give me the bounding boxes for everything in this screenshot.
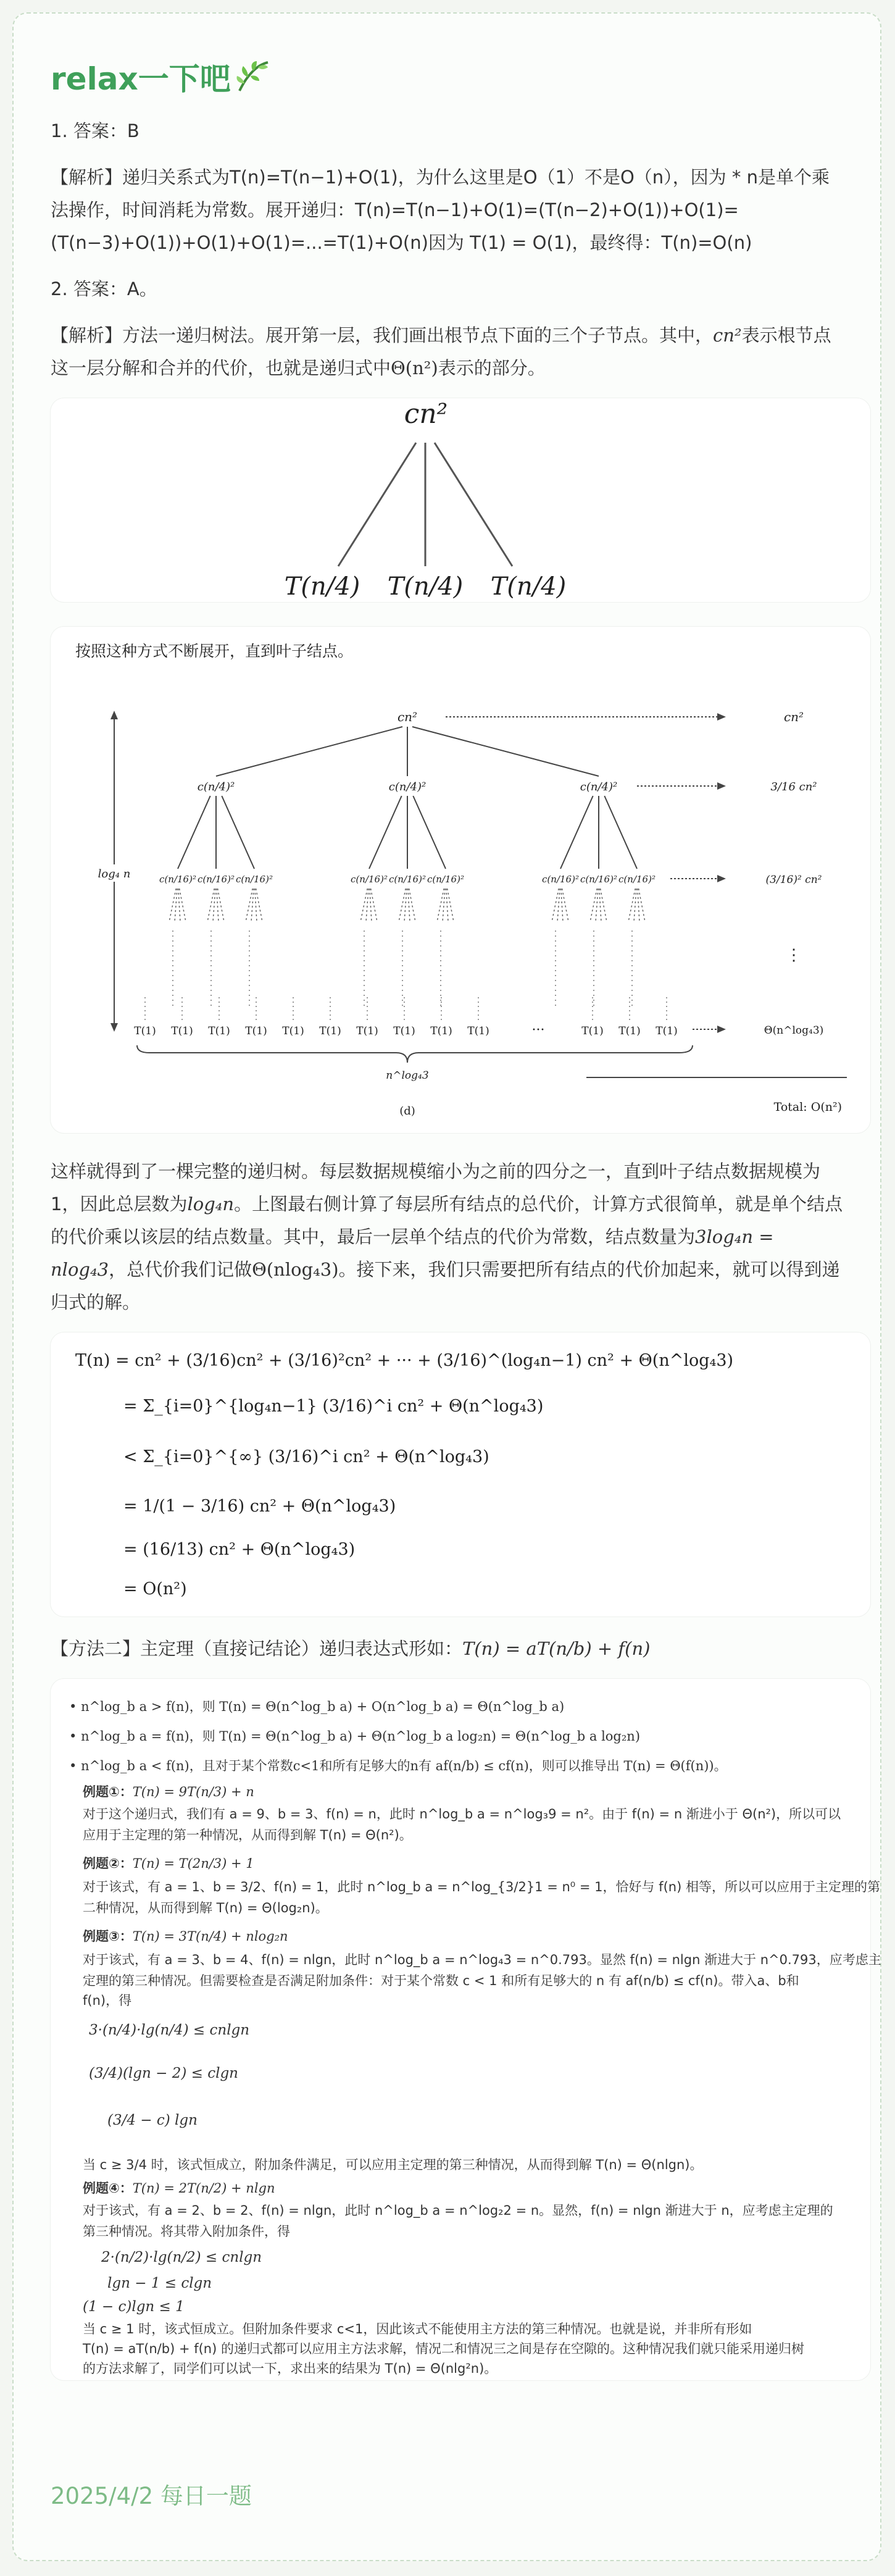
example-4-title	[83, 2179, 275, 2198]
example-3-text-3: f(n)，得	[83, 1993, 132, 2008]
tree1-child-3: T(n/4)	[490, 572, 567, 601]
explain-p3: ，总代价我们记做	[109, 1259, 252, 1280]
example-4-eq: T(n) = 2T(n/2) + nlgn	[132, 2181, 275, 2196]
recursion-tree-level1	[51, 398, 870, 602]
example-3-text-1: 对于该式，有 a = 3、b = 4、f(n) = nlgn，此时 n^log_b a = n^log₄3 = n^0.793。显然 f(n) = nlgn 渐进大于 n^0.793，应考虑主	[83, 1952, 881, 1967]
q1-answer: 1. 答案：B	[51, 120, 139, 141]
q1-analysis: 【解析】递归关系式为T(n)=T(n−1)+O(1)，为什么这里是O（1）不是O（n），因为 * n是单个乘法操作，时间消耗为常数。展开递归：T(n)=T(n−1)+O(1)=(T(n−2)+O(1))+O(1)=(T(n−3)+O(1))+O(1)+O(1)=...=T(1)+O(n)因为 T(1) = O(1)，最终得：T(n)=O(n)	[51, 167, 830, 253]
tree2-leaf: T(1)	[618, 1025, 641, 1037]
tree2-l2-node: c(n/16)²	[389, 874, 426, 885]
q2-cn2: cn²	[713, 325, 742, 346]
tree2-leaf: T(1)	[282, 1025, 304, 1037]
tree2-l2-node: c(n/16)²	[542, 874, 579, 885]
article	[12, 12, 881, 2561]
title-text: relax一下吧	[51, 61, 231, 97]
tree2-leaf: T(1)	[245, 1025, 267, 1037]
method2-heading	[51, 1633, 843, 1665]
equation-line-5: = (16/13) cn² + Θ(n^log₄3)	[123, 1540, 356, 1559]
tree2-caption: 按照这种方式不断展开，直到叶子结点。	[75, 642, 354, 660]
example-2-eq: T(n) = T(2n/3) + 1	[132, 1856, 254, 1871]
tree2-cost-0: cn²	[783, 709, 804, 724]
q2-answer: 2. 答案：A。	[51, 278, 157, 299]
equation-line-3: < Σ_{i=0}^{∞} (3/16)^i cn² + Θ(n^log₄3)	[123, 1447, 489, 1466]
example-3-text-2: 定理的第三种情况。但需要检查是否满足附加条件：对于某个常数 c < 1 和所有足够大的 n 有 af(n/b) ≤ cf(n)。带入a、b和	[83, 1973, 799, 1988]
equation-line-1: T(n) = cn² + (3/16)cn² + (3/16)²cn² + ··· + (3/16)^(log₄n−1) cn² + Θ(n^log₄3)	[75, 1351, 734, 1370]
tree1-child-2: T(n/4)	[387, 572, 464, 601]
tree2-leaf: T(1)	[208, 1025, 230, 1037]
explain-expr: 3log₄n = nlog₄3	[51, 1226, 774, 1280]
tree2-l1-2: c(n/4)²	[388, 780, 427, 793]
explain-theta: Θ(nlog₄3)	[252, 1259, 339, 1280]
theorem-case-2-text: n^log_b a = f(n)，则 T(n) = Θ(n^log_b a) + Θ(n^log_b a log₂n) = Θ(n^log_b a log₂n)	[81, 1729, 641, 1744]
summation-equations	[51, 1332, 870, 1616]
tree2-leaves	[134, 997, 677, 1037]
tree2-leaf-ellipsis: ···	[531, 1022, 545, 1038]
leaf-icon	[235, 59, 270, 94]
tree2-leaf: T(1)	[393, 1025, 415, 1037]
tree2-l2-node: c(n/16)²	[159, 874, 196, 885]
example-1-label: 例题①：	[83, 1784, 133, 1799]
equation-line-2: = Σ_{i=0}^{log₄n−1} (3/16)^i cn² + Θ(n^log₄3)	[123, 1397, 544, 1416]
tree2-leaf: T(1)	[430, 1025, 452, 1037]
tree2-leaf: T(1)	[171, 1025, 193, 1037]
q2-analysis	[51, 319, 843, 385]
example-4-label: 例题④：	[83, 2181, 133, 2196]
q2-analysis-mid: 表示根节点这一层分解和合并的代价，也就是递归式中	[51, 325, 831, 378]
theorem-case-1-text: n^log_b a > f(n)，则 T(n) = Θ(n^log_b a) + O(n^log_b a) = Θ(n^log_b a)	[81, 1699, 565, 1714]
tree2-l2-node: c(n/16)²	[427, 874, 464, 885]
tree2-l2-node: c(n/16)²	[351, 874, 388, 885]
theorem-case-3: • n^log_b a < f(n)，且对于某个常数c<1和所有足够大的n有 af(n/b) ≤ cf(n)，则可以推导出 T(n) = Θ(f(n))。	[69, 1758, 727, 1773]
explain-log4n: log₄n	[187, 1194, 235, 1215]
example-4-step-1: 2·(n/2)·lg(n/2) ≤ cnlgn	[101, 2249, 262, 2265]
example-4-text-3: 当 c ≥ 1 时，该式恒成立。但附加条件要求 c<1，因此该式不能使用主方法的第三种情况。也就是说，并非所有形如	[83, 2322, 752, 2336]
tree2-total: Total: O(n²)	[773, 1100, 842, 1114]
theorem-case-1: • n^log_b a > f(n)，则 T(n) = Θ(n^log_b a) + O(n^log_b a) = Θ(n^log_b a)	[69, 1699, 565, 1714]
example-3-step-1: 3·(n/4)·lg(n/4) ≤ cnlgn	[89, 2022, 250, 2038]
theorem-case-2: • n^log_b a = f(n)，则 T(n) = Θ(n^log_b a) + Θ(n^log_b a log₂n) = Θ(n^log_b a log₂n)	[69, 1729, 641, 1744]
tree2-leaf: T(1)	[656, 1025, 678, 1037]
example-4-text-4: T(n) = aT(n/b) + f(n) 的递归式都可以应用主方法求解，情况二和情况三之间是存在空隙的。这种情况我们就只能采用递归树	[83, 2341, 804, 2356]
example-3-title	[83, 1927, 288, 1946]
tree2-leaf: T(1)	[134, 1025, 156, 1037]
example-2-text-2: 二种情况，从而得到解 T(n) = Θ(log₂n)。	[83, 1901, 328, 1915]
q2-analysis-suffix: 表示的部分。	[438, 358, 546, 378]
tree2-cost-4: Θ(n^log₄3)	[764, 1024, 824, 1037]
example-1-text-2: 应用于主定理的第一种情况，从而得到解 T(n) = Θ(n²)。	[83, 1828, 412, 1842]
explain-p1: 这样就得到了一棵完整的递归树。每层数据规模缩小为之前的四分之一，直到叶子结点数据规模为1，因此总层数为	[51, 1161, 821, 1215]
theorem-case-3-text: n^log_b a < f(n)，且对于某个常数c<1和所有足够大的n有 af(n/b) ≤ cf(n)，则可以推导出 T(n) = Θ(f(n))。	[81, 1758, 727, 1773]
explain-p4: 。接下来，我们只需要把所有结点的代价加起来，就可以得到递归式的解。	[51, 1259, 840, 1313]
explanation	[51, 1155, 843, 1319]
footer-date: 2025/4/2 每日一题	[51, 2483, 252, 2509]
master-theorem	[51, 1679, 881, 2380]
tree2-l1-1: c(n/4)²	[197, 780, 235, 793]
example-3-text-4: 当 c ≥ 3/4 时，该式恒成立，附加条件满足，可以应用主定理的第三种情况，从而得到解 T(n) = Θ(nlgn)。	[83, 2157, 703, 2172]
tree2-l2-node: c(n/16)²	[580, 874, 617, 885]
example-1-text-1: 对于这个递归式，我们有 a = 9、b = 3、f(n) = n，此时 n^log_b a = n^log₃9 = n²。由于 f(n) = n 渐进小于 Θ(n²)，所以可以	[83, 1807, 841, 1821]
example-3-eq: T(n) = 3T(n/4) + nlog₂n	[132, 1929, 288, 1944]
recursion-tree-full	[51, 627, 870, 1133]
tree2-leaf: T(1)	[467, 1025, 489, 1037]
example-1-title	[83, 1783, 254, 1801]
page-title	[51, 54, 843, 99]
tree2-height-label: log₄ n	[98, 868, 131, 880]
tree2-level2	[159, 796, 656, 1010]
tree2-l2-node: c(n/16)²	[236, 874, 273, 885]
tree2-root: cn²	[397, 709, 418, 724]
tree2-cost-2: (3/16)² cn²	[765, 874, 822, 886]
example-4-step-2: lgn − 1 ≤ clgn	[107, 2275, 212, 2291]
tree1-root: cn²	[404, 398, 448, 430]
example-2-text-1: 对于该式，有 a = 1、b = 3/2、f(n) = 1，此时 n^log_b a = n^log_{3/2}1 = n⁰ = 1，恰好与 f(n) 相等，所以可以应用于主定理的第	[83, 1880, 880, 1894]
example-4-text-5: 的方法求解了，同学们可以试一下，求出来的结果为 T(n) = Θ(nlg²n)。	[83, 2361, 497, 2376]
method2-heading-text: 【方法二】主定理（直接记结论）递归表达式形如：	[51, 1638, 463, 1659]
example-4-text-1: 对于该式，有 a = 2、b = 2、f(n) = nlgn，此时 n^log_b a = n^log₂2 = n。显然，f(n) = nlgn 渐进大于 n，应考虑主定理的	[83, 2203, 833, 2218]
tree2-sub-label: (d)	[399, 1105, 415, 1118]
q2-analysis-prefix: 【解析】方法一递归树法。展开第一层，我们画出根节点下面的三个子节点。其中，	[51, 325, 714, 346]
example-1-eq: T(n) = 9T(n/3) + n	[132, 1784, 254, 1799]
tree2-l1-3: c(n/4)²	[580, 780, 618, 793]
example-4-text-2: 第三种情况。将其带入附加条件，得	[83, 2224, 290, 2239]
tree2-cost-3: ⋮	[786, 946, 802, 964]
example-2-label: 例题②：	[83, 1856, 133, 1871]
equation-line-6: = O(n²)	[123, 1579, 187, 1599]
tree2-leaf: T(1)	[356, 1025, 378, 1037]
q2-theta: Θ(n²)	[391, 358, 438, 378]
equation-line-4: = 1/(1 − 3/16) cn² + Θ(n^log₄3)	[123, 1497, 396, 1516]
example-3-step-3: (3/4 − c) lgn	[107, 2112, 198, 2128]
tree1-child-1: T(n/4)	[284, 572, 360, 601]
example-2-title	[83, 1854, 254, 1873]
example-3-step-2: (3/4)(lgn − 2) ≤ clgn	[89, 2065, 238, 2081]
explain-p2: 。上图最右侧计算了每层所有结点的总代价，计算方式很简单，就是单个结点的代价乘以该层的结点数量。其中，最后一层单个结点的代价为常数，结点数量为	[51, 1194, 843, 1247]
tree2-cost-1: 3/16 cn²	[770, 780, 817, 793]
tree2-l2-node: c(n/16)²	[618, 874, 656, 885]
method2-formula: T(n) = aT(n/b) + f(n)	[462, 1638, 651, 1659]
tree2-leaf: T(1)	[581, 1025, 604, 1037]
tree2-leaves-label: n^log₄3	[386, 1069, 429, 1082]
tree2-leaf: T(1)	[319, 1025, 341, 1037]
example-3-label: 例题③：	[83, 1929, 133, 1944]
tree2-l2-node: c(n/16)²	[198, 874, 235, 885]
example-4-step-3: (1 − c)lgn ≤ 1	[83, 2299, 185, 2315]
